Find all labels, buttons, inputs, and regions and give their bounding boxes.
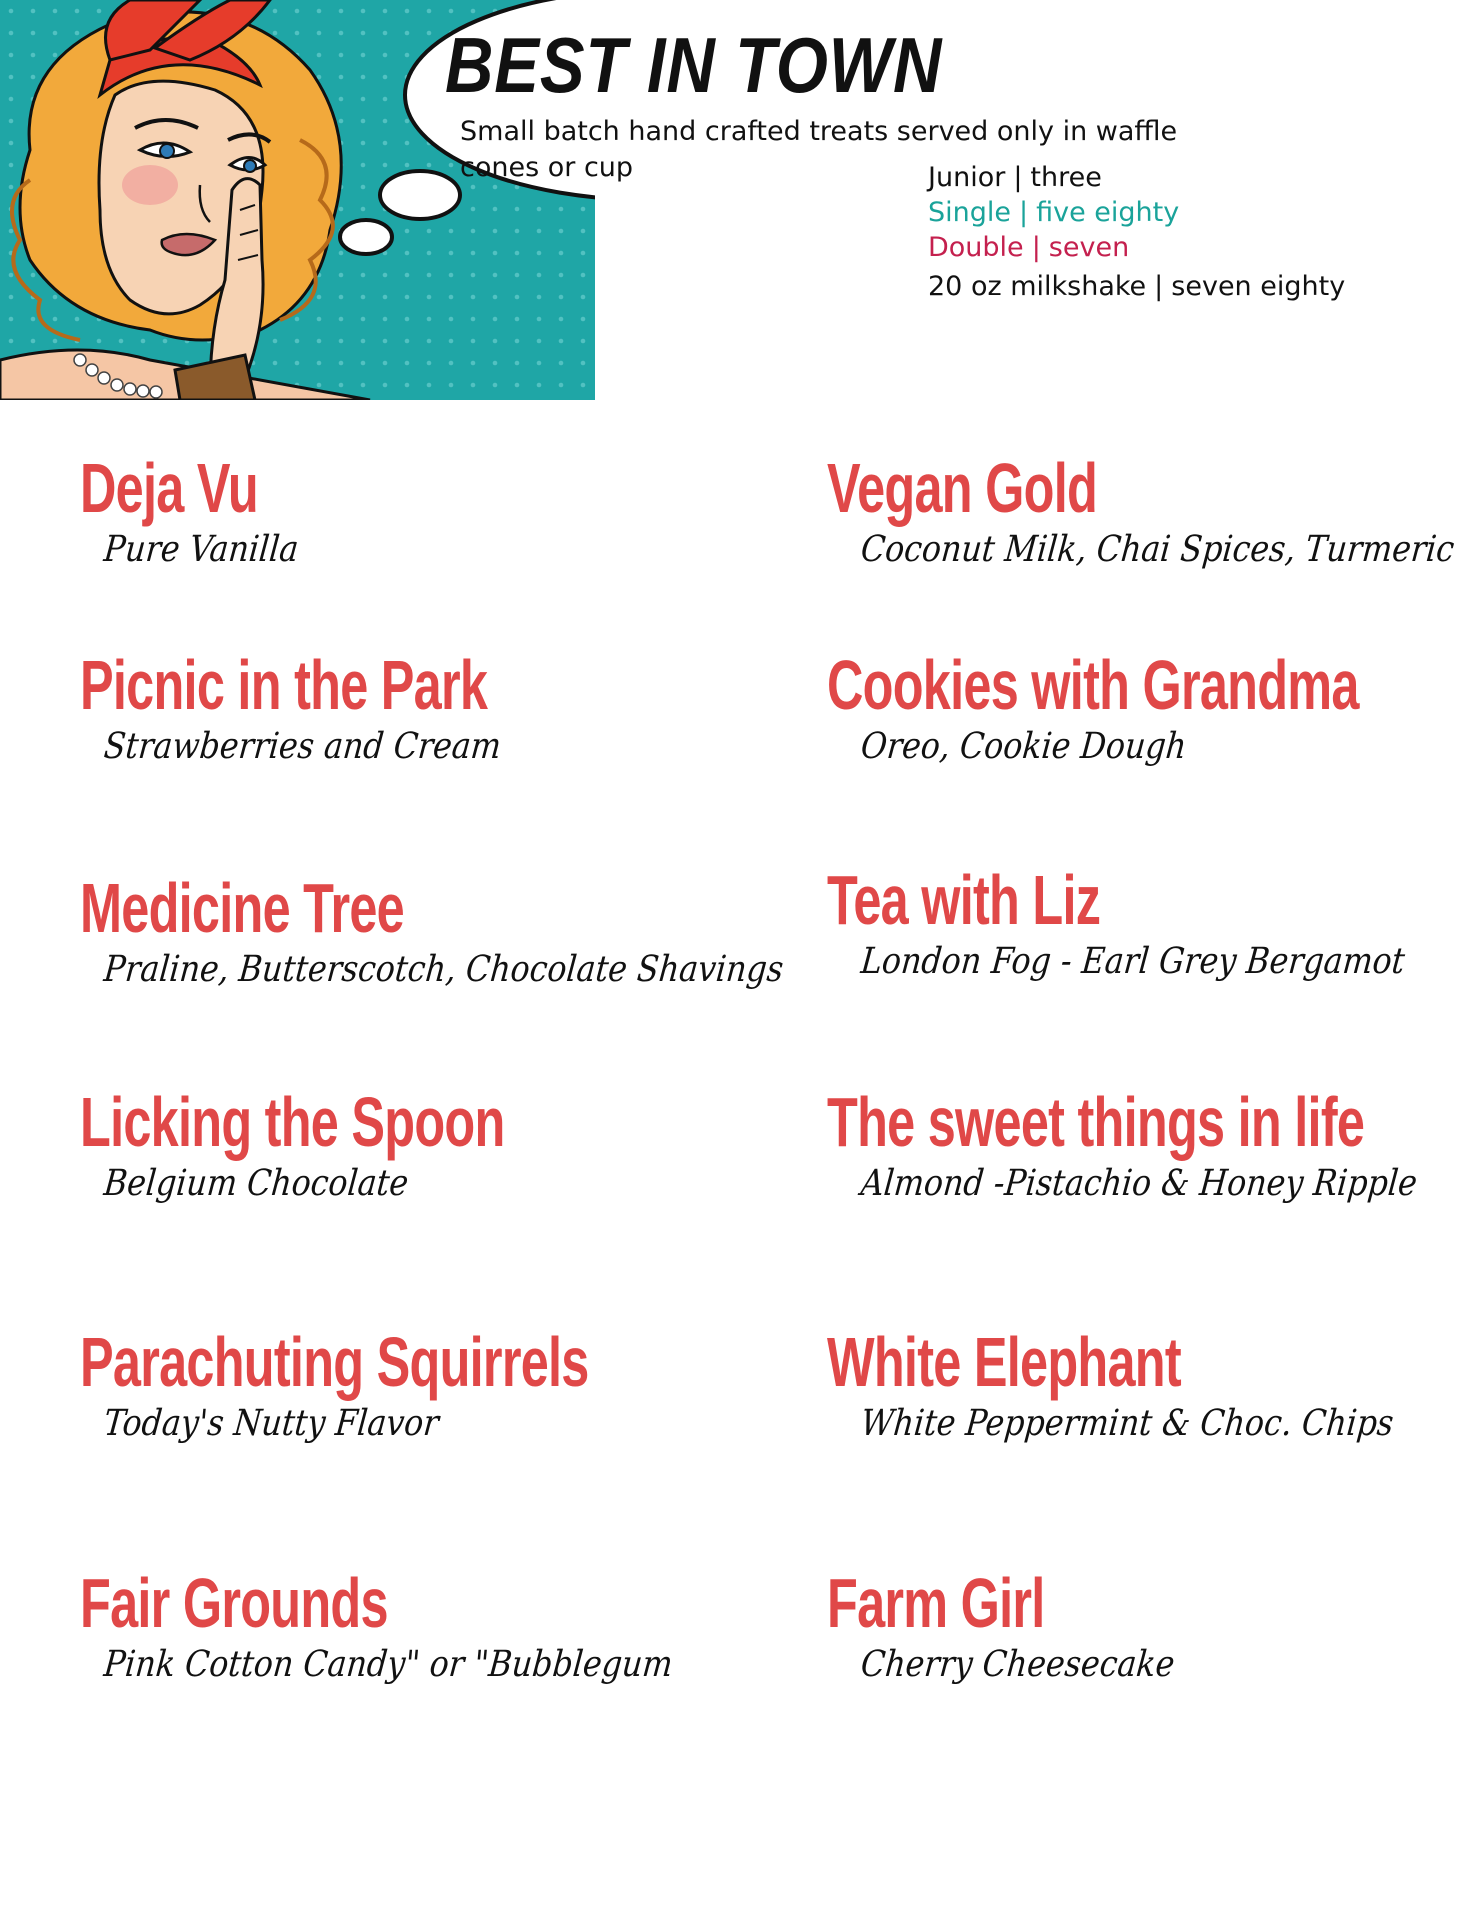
headline: BEST IN TOWN (445, 21, 943, 109)
price-separator: | (1013, 162, 1023, 193)
price-value: seven (1048, 232, 1130, 263)
flavor-name: Vegan Gold (827, 449, 1098, 527)
price-separator: | (1031, 232, 1041, 263)
flavor-description: Strawberries and Cream (102, 726, 503, 767)
flavor-name: Picnic in the Park (80, 646, 488, 724)
flavor-name: Licking the Spoon (80, 1083, 505, 1161)
price-line-milkshake (928, 269, 1345, 304)
flavor-name: Deja Vu (80, 449, 258, 527)
price-size: Junior (928, 162, 1006, 193)
flavor-description: Almond -Pistachio & Honey Ripple (859, 1163, 1419, 1204)
flavor-item (80, 1322, 786, 1446)
price-size: Single (928, 197, 1012, 228)
flavor-name: Tea with Liz (827, 861, 1101, 939)
flavor-item (80, 448, 327, 572)
flavor-item (827, 1563, 1217, 1687)
flavor-item (827, 645, 1484, 769)
flavor-description: Praline, Butterscotch, Chocolate Shavings (102, 949, 786, 990)
price-line-double (928, 230, 1345, 265)
flavor-name: Medicine Tree (80, 869, 404, 947)
flavor-item (827, 448, 1484, 572)
flavor-name: Parachuting Squirrels (80, 1323, 589, 1401)
price-value: three (1030, 162, 1102, 193)
flavor-item (80, 645, 646, 769)
price-value: five eighty (1036, 197, 1180, 228)
price-list (928, 160, 1345, 304)
flavor-name: White Elephant (827, 1323, 1181, 1401)
flavor-description: Cherry Cheesecake (859, 1644, 1177, 1685)
flavor-description: London Fog - Earl Grey Bergamot (859, 941, 1407, 982)
price-size: 20 oz milkshake (928, 271, 1147, 302)
flavor-description: Pure Vanilla (102, 529, 301, 570)
flavor-description: Coconut Milk, Chai Spices, Turmeric (859, 529, 1456, 570)
flavor-item (80, 1082, 670, 1206)
flavor-name: Fair Grounds (80, 1564, 388, 1642)
tagline: Small batch hand crafted treats served only in waffle cones or cup (460, 116, 1178, 183)
price-value: seven eighty (1171, 271, 1346, 302)
flavor-name: Cookies with Grandma (827, 646, 1359, 724)
flavor-item (827, 860, 1479, 984)
flavor-description: Belgium Chocolate (102, 1163, 411, 1204)
flavor-item (80, 868, 876, 992)
flavor-name: Farm Girl (827, 1564, 1045, 1642)
flavor-description: Today's Nutty Flavor (102, 1403, 441, 1444)
price-separator: | (1019, 197, 1029, 228)
flavor-item (827, 1322, 1466, 1446)
price-separator: | (1154, 271, 1164, 302)
flavor-name: The sweet things in life (827, 1083, 1365, 1161)
price-line-junior (928, 160, 1345, 195)
flavor-item (827, 1082, 1484, 1206)
price-size: Double (928, 232, 1024, 263)
price-line-single (928, 195, 1345, 230)
flavor-description: Oreo, Cookie Dough (859, 726, 1189, 767)
flavor-item (80, 1563, 750, 1687)
flavor-description: Pink Cotton Candy" or "Bubblegum (102, 1644, 675, 1685)
flavor-description: White Peppermint & Choc. Chips (859, 1403, 1396, 1444)
